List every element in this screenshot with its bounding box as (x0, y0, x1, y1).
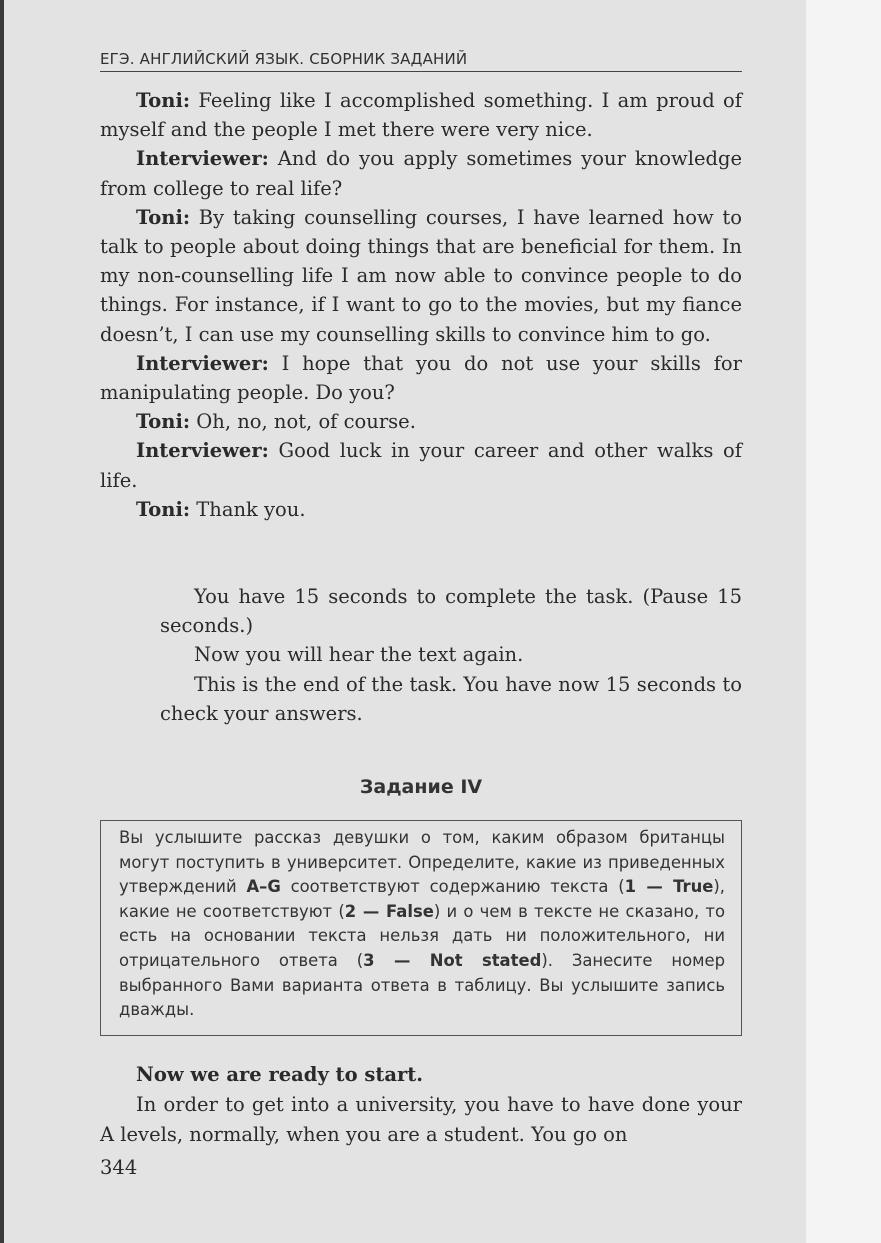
speaker-text: Feeling like I accomplished something. I am proud of myself and the people I met there were very nice. (100, 89, 742, 142)
task-text: ). Занесите номер выбранного Вами варианта ответа в таблицу. Вы услышите запись дважды. (119, 950, 725, 1020)
dialog-line (100, 436, 742, 494)
speaker-text: Good luck in your career and other walks of life. (100, 439, 742, 492)
speaker-name: Toni: (136, 410, 191, 434)
speaker-name: Interviewer: (136, 147, 269, 171)
dialog-line (100, 86, 742, 144)
transcript-paragraph: In order to get into a university, you have to have done your A levels, normally, when you are a student. You go on (100, 1093, 742, 1146)
start-line: Now we are ready to start. (136, 1063, 424, 1086)
dialog-line (100, 349, 742, 407)
speaker-text: I hope that you do not use your skills for manipulating people. Do you? (100, 351, 742, 405)
speaker-name: Toni: (136, 497, 191, 521)
task-text: ) и о чем в тексте не сказано, то есть на основании текста нельзя дать ни положительного, ни отрицательного ответа ( (119, 901, 725, 970)
speaker-name: Interviewer: (136, 439, 269, 463)
instruction-line: Now you will hear the text again. (194, 643, 524, 667)
task-text: Вы услышите рассказ девушки о том, каким образом британцы могут поступить в университет. Определите, какие из приведенных утверждений (119, 828, 725, 897)
instruction-line: You have 15 seconds to complete the task. (Pause 15 seconds.) (160, 585, 742, 638)
task-text-bold: 2 — False (344, 901, 434, 921)
page-number: 344 (100, 1156, 138, 1179)
dialog-line (100, 407, 742, 436)
transcript (100, 1060, 742, 1150)
running-header: ЕГЭ. АНГЛИЙСКИЙ ЯЗЫК. СБОРНИК ЗАДАНИЙ (100, 50, 742, 72)
task-instructions-box (100, 820, 742, 1036)
speaker-text: Thank you. (190, 497, 306, 521)
speaker-text: And do you apply sometimes your knowledge from college to real life? (100, 147, 742, 200)
audio-instructions (160, 582, 742, 728)
speaker-name: Interviewer: (136, 351, 269, 375)
dialog-line (100, 203, 742, 349)
speaker-text: By taking counselling courses, I have learned how to talk to people about doing things that are beneficial for them. In my non-counselling life I am now able to convince people to do things. For instance, if I want to go to the movies, but my fiance doesn’t, I can use my counselling skills to convince him to go. (100, 205, 742, 346)
speaker-name: Toni: (136, 205, 191, 229)
task-text-bold: 3 — Not stated (363, 950, 542, 970)
speaker-name: Toni: (136, 89, 191, 112)
interview-dialog (100, 86, 742, 524)
dialog-line (100, 144, 742, 202)
task-text-bold: 1 — True (624, 877, 714, 897)
task-text: соответствуют содержанию текста ( (280, 877, 625, 897)
speaker-text: Oh, no, not, of course. (190, 410, 416, 434)
instruction-line: This is the end of the task. You have now 15 seconds to check your answers. (160, 672, 742, 725)
task-text-bold: A–G (246, 877, 281, 897)
transcript-start (100, 1060, 742, 1090)
task-text: ), какие не соответствуют ( (119, 877, 725, 921)
dialog-line (100, 495, 742, 524)
task-title: Задание IV (359, 776, 483, 798)
scan-margin (806, 0, 881, 1243)
